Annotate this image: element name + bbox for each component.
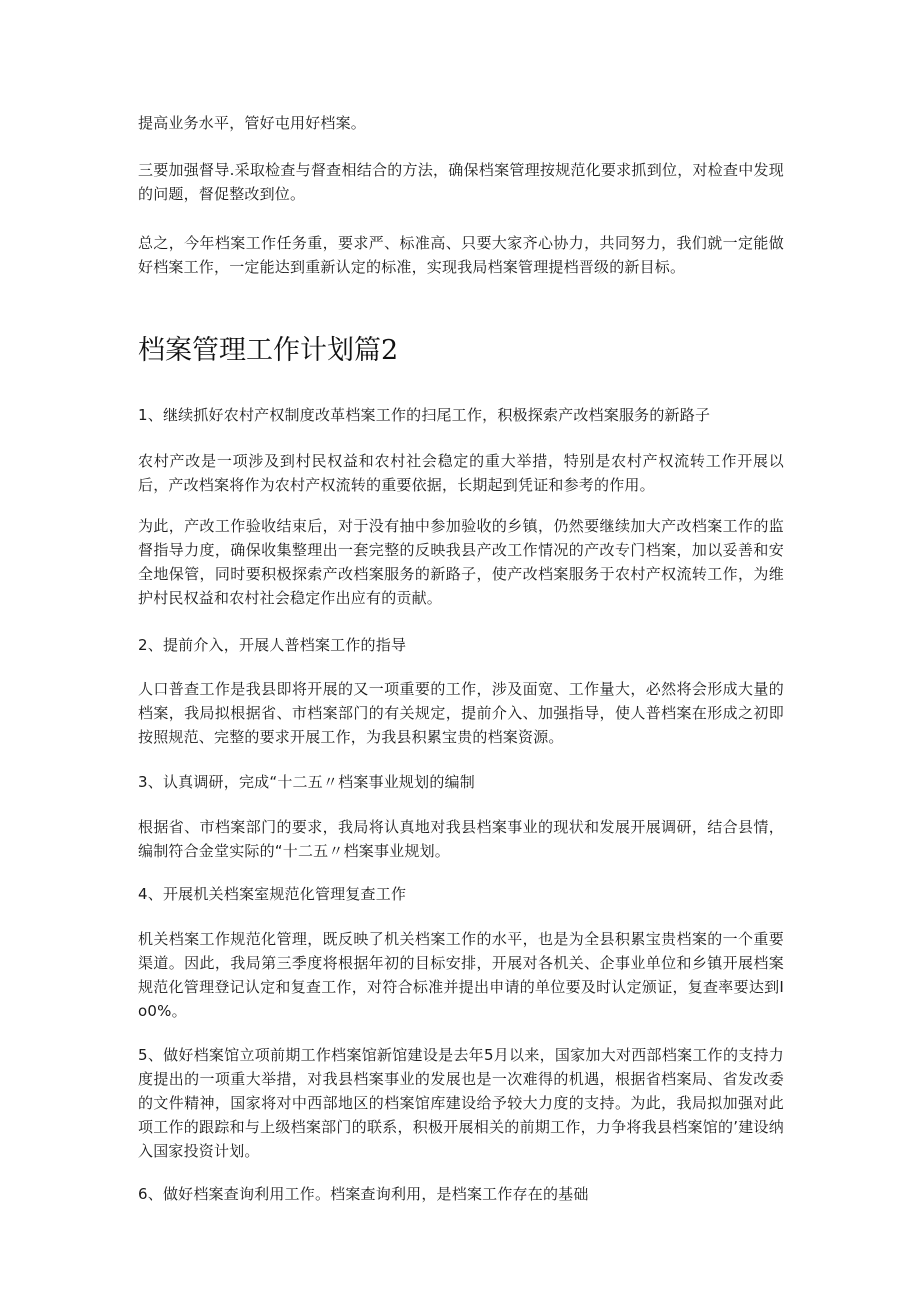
paragraph: 为此，产改工作验收结束后，对于没有抽中参加验收的乡镇，仍然要继续加大产改档案工作的监督指导力度，确保收集整理出一套完整的反映我县产改工作情况的产改专门档案，加以妥善和安全地保管，同时要积极探索产改档案服务的新路子，使产改档案服务于农村产权流转工作，为维护村民权益和农村社会稳定作出应有的贡献。 bbox=[138, 517, 784, 607]
paragraph: 农村产改是一项涉及到村民权益和农村社会稳定的重大举措，特别是农村产权流转工作开展以后，产改档案将作为农村产权流转的重要依据，长期起到凭证和参考的作用。 bbox=[138, 452, 784, 494]
paragraph: 总之，今年档案工作任务重，要求严、标准高、只要大家齐心协力，共同努力，我们就一定能做好档案工作，一定能达到重新认定的标准，实现我局档案管理提档晋级的新目标。 bbox=[138, 234, 784, 276]
list-item-heading: 2、提前介入，开展人普档案工作的指导 bbox=[138, 636, 407, 654]
paragraph: 机关档案工作规范化管理，既反映了机关档案工作的水平，也是为全县积累宝贵档案的一个重要渠道。因此，我局第三季度将根据年初的目标安排，开展对各机关、企事业单位和乡镇开展档案规范化管理登记认定和复查工作，对符合标准并提出申请的单位要及时认定颁证，复查率要达到Io0%。 bbox=[138, 930, 784, 1020]
list-item-heading: 1、继续抓好农村产权制度改革档案工作的扫尾工作，积极探索产改档案服务的新路子 bbox=[138, 406, 711, 424]
paragraph: 提高业务水平，管好屯用好档案。 bbox=[138, 114, 367, 132]
paragraph: 三要加强督导.采取检查与督查相结合的方法，确保档案管理按规范化要求抓到位，对检查中发现的问题，督促整改到位。 bbox=[138, 161, 784, 203]
section-title: 档案管理工作计划篇2 bbox=[138, 335, 399, 366]
list-item-heading: 4、开展机关档案室规范化管理复查工作 bbox=[138, 885, 407, 903]
paragraph: 人口普查工作是我县即将开展的又一项重要的工作，涉及面宽、工作量大，必然将会形成大量的档案，我局拟根据省、市档案部门的有关规定，提前介入、加强指导，使人普档案在形成之初即按照规范、完整的要求开展工作，为我县积累宝贵的档案资源。 bbox=[138, 680, 784, 746]
list-item-heading: 3、认真调研，完成“十二五〃档案事业规划的编制 bbox=[138, 773, 475, 791]
list-item-heading: 6、做好档案查询利用工作。档案查询利用，是档案工作存在的基础 bbox=[138, 1185, 589, 1203]
paragraph: 根据省、市档案部门的要求，我局将认真地对我县档案事业的现状和发展开展调研，结合县情，编制符合金堂实际的“十二五〃档案事业规划。 bbox=[138, 818, 784, 860]
paragraph: 5、做好档案馆立项前期工作档案馆新馆建设是去年5月以来，国家加大对西部档案工作的支持力度提出的一项重大举措，对我县档案事业的发展也是一次难得的机遇，根据省档案局、省发改委的文件精神，国家将对中西部地区的档案馆库建设给予较大力度的支持。为此，我局拟加强对此项工作的跟踪和与上级档案部门的联系，积极开展相关的前期工作，力争将我县档案馆的’建设纳入国家投资计划。 bbox=[138, 1046, 784, 1160]
